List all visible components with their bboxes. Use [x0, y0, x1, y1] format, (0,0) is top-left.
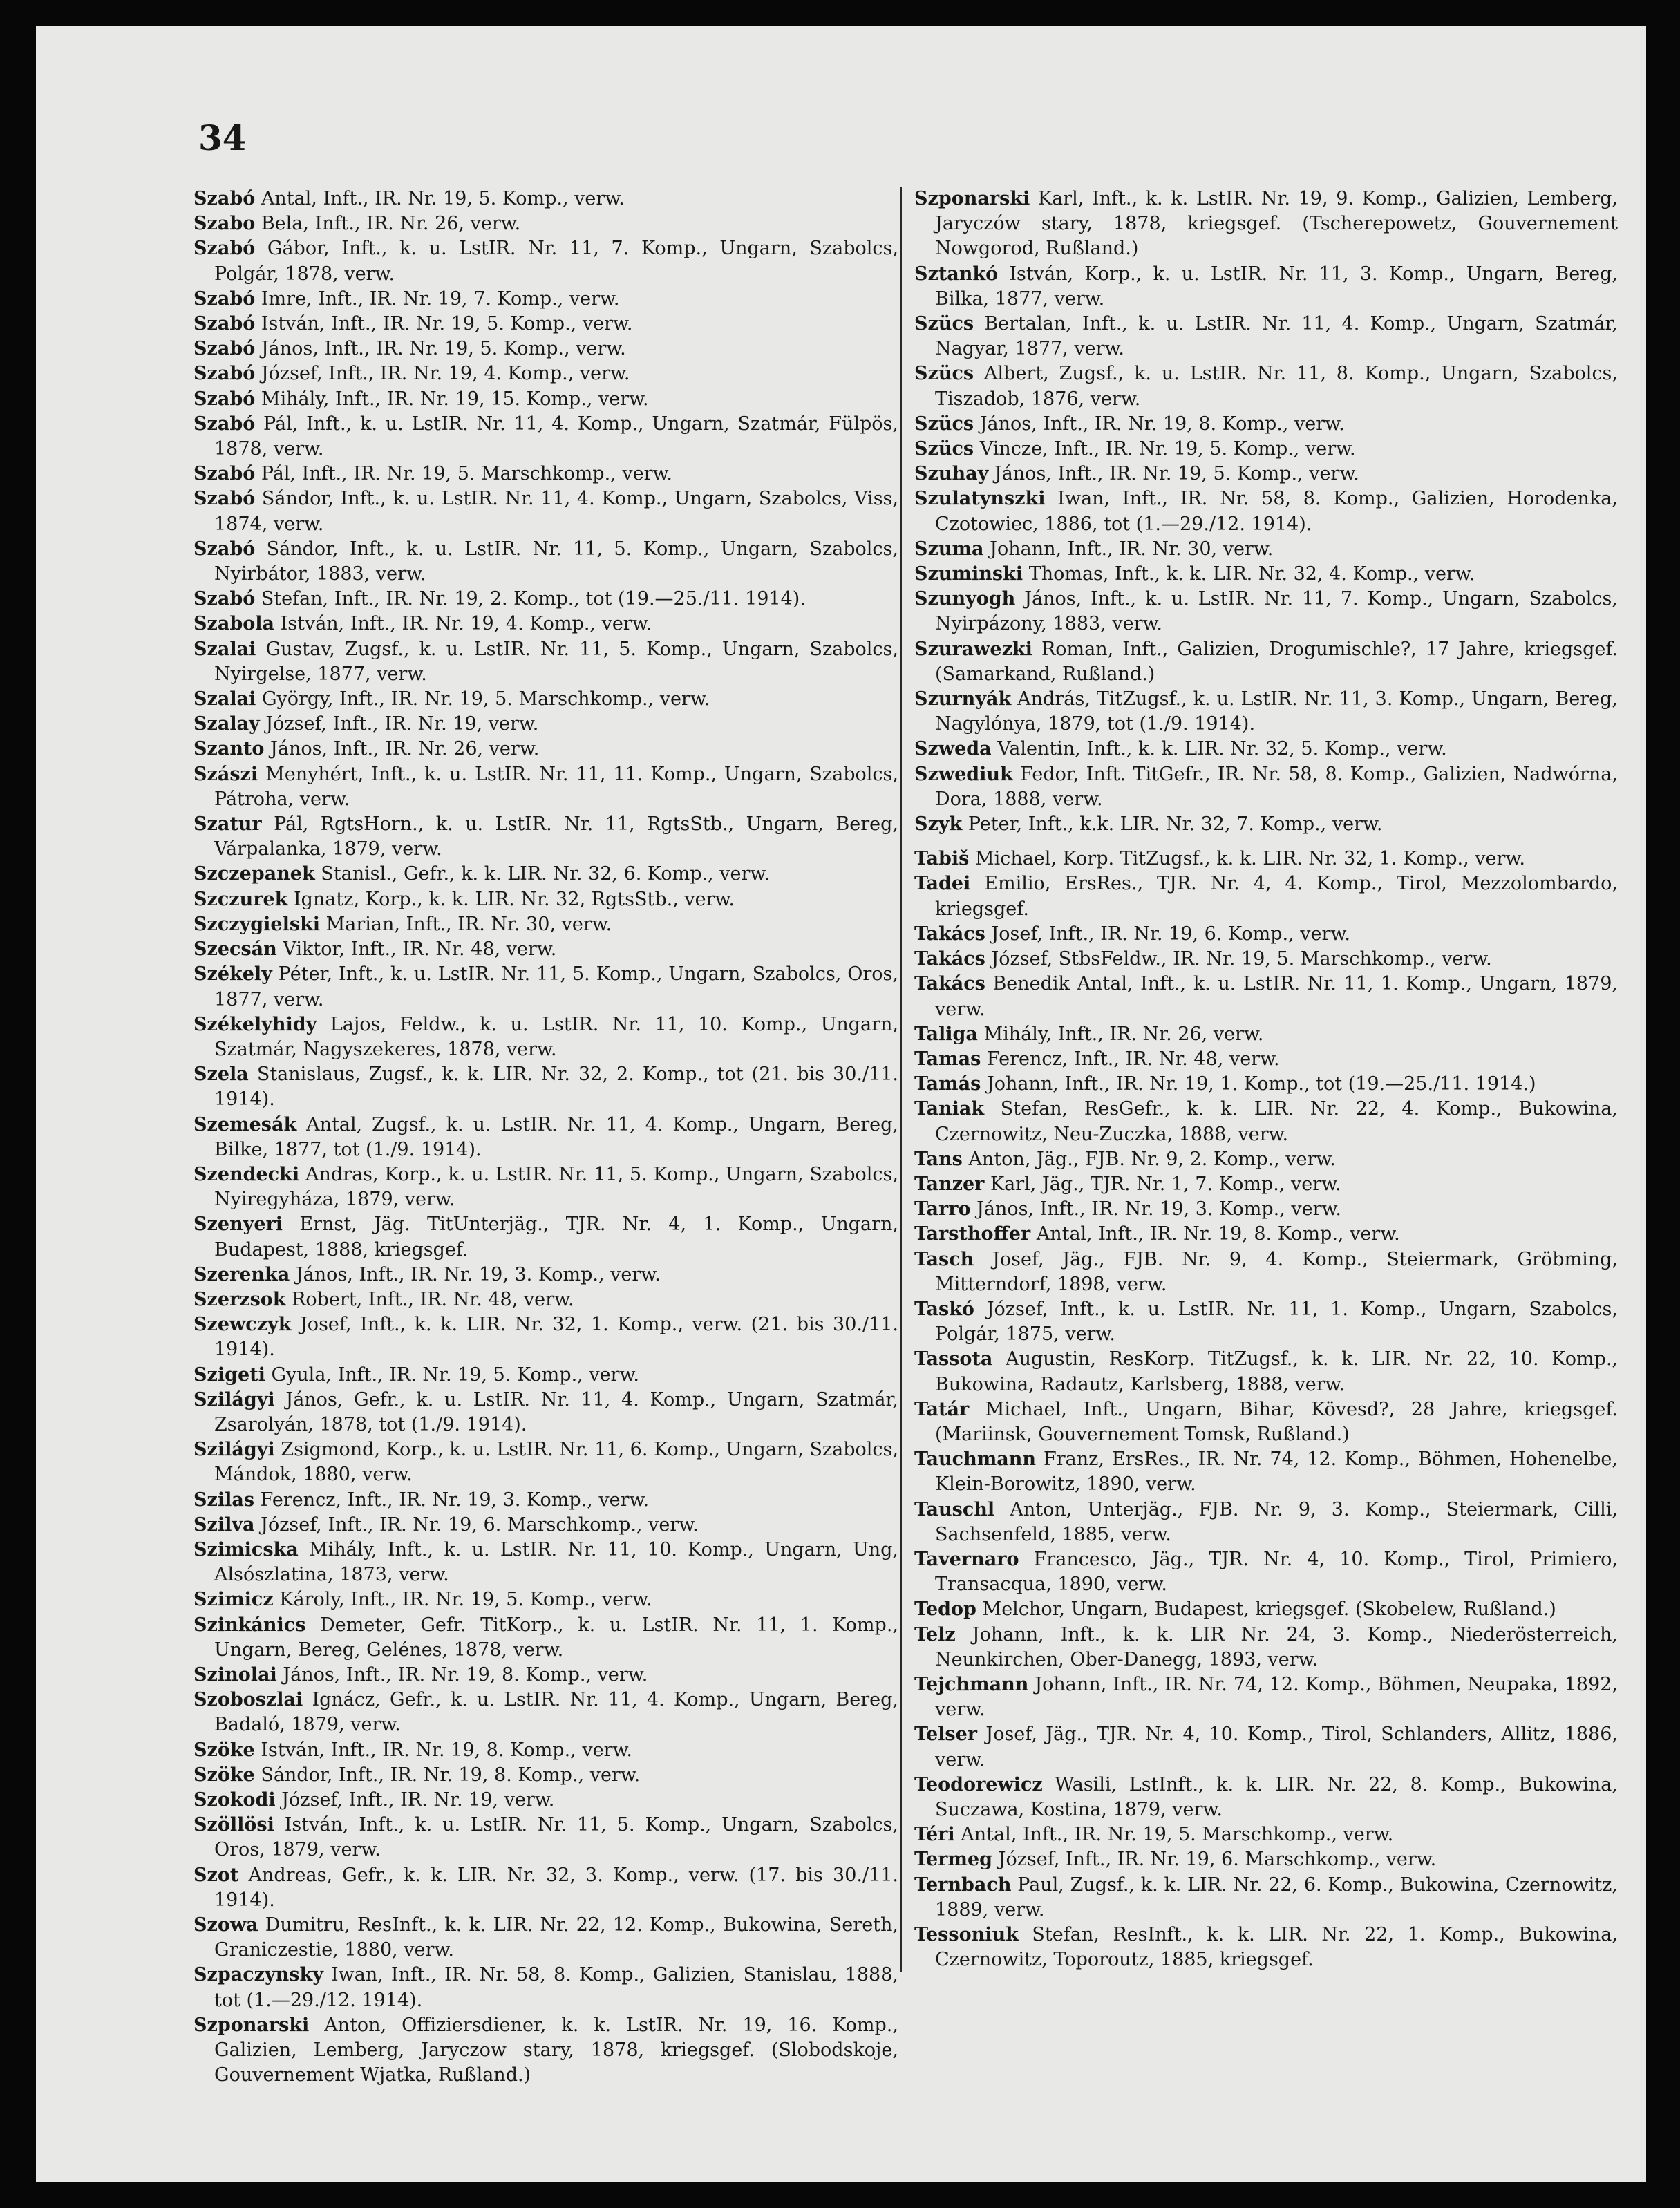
entry-details: Valentin, Inft., k. k. LIR. Nr. 32, 5. Komp., verw. — [997, 738, 1447, 760]
entry-surname: Szászi — [194, 763, 258, 785]
entry-surname: Tessoniuk — [914, 1924, 1019, 1946]
entry-details: Wasili, LstInft., k. k. LIR. Nr. 22, 8. Komp., Bukowina, Suczawa, Kostina, 1879, verw. — [935, 1773, 1618, 1820]
list-entry — [194, 1613, 898, 1663]
list-entry — [194, 462, 898, 487]
list-entry — [194, 637, 898, 687]
list-entry — [914, 1447, 1618, 1497]
entry-surname: Szurawezki — [914, 638, 1032, 660]
list-entry — [914, 587, 1618, 636]
list-entry — [914, 1773, 1618, 1822]
list-entry — [194, 1813, 898, 1862]
list-entry — [194, 187, 898, 211]
entry-details: Andreas, Gefr., k. k. LIR. Nr. 32, 3. Komp., verw. (17. bis 30./11. 1914). — [214, 1864, 898, 1911]
list-entry — [914, 462, 1618, 487]
entry-surname: Tavernaro — [914, 1548, 1019, 1570]
entry-surname: Szyk — [914, 813, 963, 836]
entry-surname: Székely — [194, 963, 272, 985]
entry-details: János, Inft., IR. Nr. 19, 8. Komp., verw. — [283, 1663, 648, 1686]
list-entry — [914, 1923, 1618, 1972]
list-entry — [914, 562, 1618, 587]
entry-details: Josef, Jäg., TJR. Nr. 4, 10. Komp., Tirol, Schlanders, Allitz, 1886, verw. — [935, 1724, 1618, 1771]
entry-details: Ferencz, Inft., IR. Nr. 48, verw. — [986, 1048, 1280, 1070]
entry-surname: Szot — [194, 1864, 239, 1886]
list-entry — [914, 187, 1618, 262]
entry-surname: Szigeti — [194, 1364, 265, 1386]
list-entry — [914, 1047, 1618, 1072]
list-entry — [194, 1363, 898, 1388]
list-entry — [914, 637, 1618, 687]
entry-details: Gustav, Zugsf., k. u. LstIR. Nr. 11, 5. Komp., Ungarn, Szabolcs, Nyirgelse, 1877, verw. — [214, 638, 898, 685]
entry-details: Anton, Offiziersdiener, k. k. LstIR. Nr. 19, 16. Komp., Galizien, Lemberg, Jaryczow stary, 1878, kriegsgef. (Slobodskoje, Gouvernement Wjatka, Rußland.) — [214, 2014, 898, 2086]
entry-details: Pál, Inft., IR. Nr. 19, 5. Marschkomp., verw. — [261, 463, 672, 485]
entry-details: Antal, Zugsf., k. u. LstIR. Nr. 11, 4. Komp., Ungarn, Bereg, Bilke, 1877, tot (1./9. 1914). — [214, 1113, 898, 1160]
entry-details: Anton, Unterjäg., FJB. Nr. 9, 3. Komp., Steiermark, Cilli, Sachsenfeld, 1885, verw. — [935, 1498, 1618, 1545]
right-column — [900, 187, 1618, 1972]
entry-surname: Szabó — [194, 488, 256, 510]
entry-surname: Szilágyi — [194, 1439, 275, 1461]
entry-details: Peter, Inft., k.k. LIR. Nr. 32, 7. Komp., verw. — [968, 813, 1383, 836]
list-entry — [194, 412, 898, 462]
list-entry — [194, 387, 898, 412]
list-entry — [194, 1312, 898, 1362]
list-entry — [194, 937, 898, 962]
entry-surname: Szewczyk — [194, 1314, 292, 1336]
entry-surname: Szücs — [914, 363, 974, 385]
entry-surname: Tadei — [914, 873, 971, 895]
entry-details: Antal, Inft., IR. Nr. 19, 5. Komp., verw. — [261, 188, 625, 209]
entry-details: János, Inft., IR. Nr. 26, verw. — [270, 738, 540, 760]
entry-details: Antal, Inft., IR. Nr. 19, 8. Komp., verw. — [1036, 1223, 1400, 1245]
list-entry — [194, 687, 898, 712]
entry-details: Iwan, Inft., IR. Nr. 58, 8. Komp., Galizien, Horodenka, Czotowiec, 1886, tot (1.—29./12. 1914). — [935, 488, 1618, 535]
list-entry — [194, 762, 898, 812]
list-entry — [194, 1963, 898, 2012]
list-entry — [194, 862, 898, 887]
list-entry — [194, 361, 898, 386]
entry-surname: Szabó — [194, 388, 256, 410]
entry-surname: Tassota — [914, 1348, 993, 1370]
entry-surname: Szücs — [914, 438, 974, 460]
list-entry — [914, 1222, 1618, 1247]
list-entry — [914, 1397, 1618, 1447]
entry-details: Johann, Inft., IR. Nr. 30, verw. — [990, 538, 1274, 560]
entry-surname: Szuminski — [914, 563, 1023, 585]
entry-surname: Szabó — [194, 313, 256, 335]
left-column — [194, 187, 898, 2088]
entry-details: István, Inft., IR. Nr. 19, 4. Komp., verw. — [280, 613, 652, 635]
entry-surname: Tasch — [914, 1248, 974, 1270]
entry-details: János, Inft., IR. Nr. 19, 3. Komp., verw. — [976, 1198, 1342, 1220]
list-entry — [194, 2013, 898, 2088]
entry-surname: Szuhay — [914, 463, 989, 485]
entry-details: András, TitZugsf., k. u. LstIR. Nr. 11, 3. Komp., Ungarn, Bereg, Nagylónya, 1879, tot (1./9. 1914). — [935, 688, 1618, 735]
list-entry — [914, 1072, 1618, 1097]
list-entry — [914, 437, 1618, 462]
entry-details: Viktor, Inft., IR. Nr. 48, verw. — [283, 938, 557, 961]
entry-surname: Szabó — [194, 188, 256, 209]
list-entry — [914, 1097, 1618, 1147]
list-entry — [194, 1913, 898, 1963]
list-entry — [914, 1247, 1618, 1297]
entry-surname: Teodorewicz — [914, 1773, 1043, 1795]
list-entry — [194, 1287, 898, 1312]
entry-surname: Tanzer — [914, 1173, 985, 1195]
list-entry — [194, 587, 898, 612]
page-number: 34 — [198, 117, 247, 158]
entry-surname: Szokodi — [194, 1789, 276, 1811]
entry-surname: Szendecki — [194, 1163, 300, 1185]
list-entry — [194, 712, 898, 737]
entry-details: Paul, Zugsf., k. k. LIR. Nr. 22, 6. Komp., Bukowina, Czernowitz, 1889, verw. — [935, 1874, 1618, 1921]
list-entry — [914, 1547, 1618, 1597]
entry-details: Lajos, Feldw., k. u. LstIR. Nr. 11, 10. Komp., Ungarn, Szatmár, Nagyszekeres, 1878, verw. — [214, 1013, 898, 1060]
entry-details: János, Inft., IR. Nr. 19, 5. Komp., verw. — [994, 463, 1359, 485]
entry-details: Mihály, Inft., k. u. LstIR. Nr. 11, 10. Komp., Ungarn, Ung, Alsószlatina, 1873, verw. — [214, 1538, 898, 1586]
entry-surname: Szulatynszki — [914, 488, 1046, 510]
entry-details: Emilio, ErsRes., TJR. Nr. 4, 4. Komp., Tirol, Mezzolombardo, kriegsgef. — [935, 873, 1618, 920]
entry-details: István, Inft., IR. Nr. 19, 8. Komp., verw. — [261, 1739, 632, 1761]
entry-surname: Szabola — [194, 613, 274, 635]
entry-details: József, Inft., IR. Nr. 19, 6. Marschkomp., verw. — [261, 1513, 699, 1536]
entry-details: Antal, Inft., IR. Nr. 19, 5. Marschkomp., verw. — [961, 1824, 1394, 1846]
entry-surname: Taskó — [914, 1298, 974, 1320]
list-entry — [194, 1012, 898, 1062]
entry-details: József, Inft., IR. Nr. 19, verw. — [265, 713, 539, 735]
entry-details: Sándor, Inft., k. u. LstIR. Nr. 11, 4. Komp., Ungarn, Szabolcs, Viss, 1874, verw. — [214, 488, 898, 535]
entry-details: Pál, RgtsHorn., k. u. LstIR. Nr. 11, RgtsStb., Ungarn, Bereg, Várpalanka, 1879, verw. — [214, 813, 898, 860]
entry-surname: Szabó — [194, 538, 256, 560]
entry-details: Karl, Jäg., TJR. Nr. 1, 7. Komp., verw. — [990, 1173, 1341, 1195]
list-entry — [194, 812, 898, 862]
entry-surname: Szecsán — [194, 938, 277, 961]
entry-details: Albert, Zugsf., k. u. LstIR. Nr. 11, 8. Komp., Ungarn, Szabolcs, Tiszadob, 1876, verw. — [935, 363, 1618, 410]
entry-surname: Szemesák — [194, 1113, 297, 1135]
entry-surname: Szücs — [914, 313, 974, 335]
list-entry — [194, 1162, 898, 1212]
entry-surname: Takács — [914, 948, 985, 970]
entry-surname: Tabiš — [914, 848, 970, 870]
list-entry — [914, 922, 1618, 947]
entry-surname: Tarro — [914, 1198, 971, 1220]
entry-details: Stefan, Inft., IR. Nr. 19, 2. Komp., tot (19.—25./11. 1914). — [261, 588, 806, 610]
list-entry — [194, 1663, 898, 1688]
list-entry — [194, 1738, 898, 1763]
list-entry — [914, 1297, 1618, 1347]
list-entry — [914, 1722, 1618, 1772]
list-entry — [194, 487, 898, 536]
entry-surname: Szabó — [194, 238, 256, 260]
entry-details: Ferencz, Inft., IR. Nr. 19, 3. Komp., verw. — [260, 1489, 650, 1511]
entry-surname: Szela — [194, 1064, 249, 1086]
entry-details: Sándor, Inft., k. u. LstIR. Nr. 11, 5. Komp., Ungarn, Szabolcs, Nyirbátor, 1883, verw. — [214, 538, 898, 585]
entry-surname: Tamás — [914, 1073, 981, 1095]
list-entry — [914, 1623, 1618, 1672]
entry-surname: Szponarski — [914, 188, 1030, 209]
entry-details: Stanislaus, Zugsf., k. k. LIR. Nr. 32, 2. Komp., tot (21. bis 30./11. 1914). — [214, 1064, 898, 1111]
list-entry — [914, 847, 1618, 871]
entry-surname: Szabó — [194, 338, 256, 360]
entry-details: József, Inft., k. u. LstIR. Nr. 11, 1. Komp., Ungarn, Szabolcs, Polgár, 1875, verw. — [935, 1298, 1618, 1346]
entry-details: Roman, Inft., Galizien, Drogumischle?, 17 Jahre, kriegsgef. (Samarkand, Rußland.) — [935, 638, 1618, 685]
entry-surname: Székelyhidy — [194, 1013, 317, 1035]
list-entry — [914, 1172, 1618, 1197]
entry-details: Bela, Inft., IR. Nr. 26, verw. — [261, 213, 521, 235]
entry-surname: Szenyeri — [194, 1214, 283, 1236]
entry-details: Michael, Inft., Ungarn, Bihar, Kövesd?, 28 Jahre, kriegsgef. (Mariinsk, Gouvernement Tomsk, Rußland.) — [935, 1398, 1618, 1445]
entry-details: Josef, Jäg., FJB. Nr. 9, 4. Komp., Steiermark, Gröbming, Mitterndorf, 1898, verw. — [935, 1248, 1618, 1295]
list-entry — [194, 1388, 898, 1437]
list-entry — [914, 1597, 1618, 1622]
entry-details: Imre, Inft., IR. Nr. 19, 7. Komp., verw. — [261, 287, 620, 310]
entry-surname: Tatár — [914, 1398, 970, 1420]
entry-surname: Szalai — [194, 688, 256, 710]
entry-surname: Szowa — [194, 1914, 258, 1936]
list-entry — [194, 337, 898, 361]
list-entry — [194, 211, 898, 236]
entry-surname: Tamas — [914, 1048, 981, 1070]
list-entry — [194, 1763, 898, 1788]
list-entry — [194, 1263, 898, 1287]
entry-details: István, Korp., k. u. LstIR. Nr. 11, 3. Komp., Ungarn, Bereg, Bilka, 1877, verw. — [935, 263, 1618, 310]
list-entry — [914, 487, 1618, 536]
entry-surname: Szimicz — [194, 1589, 274, 1611]
entry-details: Ernst, Jäg. TitUnterjäg., TJR. Nr. 4, 1. Komp., Ungarn, Budapest, 1888, kriegsgef. — [214, 1214, 898, 1261]
entry-surname: Szilas — [194, 1489, 255, 1511]
list-entry — [914, 1197, 1618, 1222]
entry-details: Stanisl., Gefr., k. k. LIR. Nr. 32, 6. Komp., verw. — [321, 863, 770, 885]
entry-details: Menyhért, Inft., k. u. LstIR. Nr. 11, 11. Komp., Ungarn, Szabolcs, Pátroha, verw. — [214, 763, 898, 810]
entry-surname: Téri — [914, 1824, 955, 1846]
entry-surname: Szpaczynsky — [194, 1964, 323, 1986]
list-entry — [914, 1347, 1618, 1397]
entry-surname: Szabó — [194, 463, 256, 485]
entry-surname: Szponarski — [194, 2014, 310, 2036]
list-entry — [914, 687, 1618, 737]
entry-details: Demeter, Gefr. TitKorp., k. u. LstIR. Nr. 11, 1. Komp., Ungarn, Bereg, Gelénes, 1878, verw. — [214, 1614, 898, 1661]
list-entry — [914, 737, 1618, 762]
entry-surname: Szilva — [194, 1513, 255, 1536]
entry-details: József, Inft., IR. Nr. 19, verw. — [281, 1789, 555, 1811]
list-entry — [914, 1672, 1618, 1722]
list-entry — [914, 361, 1618, 411]
entry-surname: Szilágyi — [194, 1388, 275, 1410]
entry-details: György, Inft., IR. Nr. 19, 5. Marschkomp., verw. — [261, 688, 710, 710]
entry-surname: Taniak — [914, 1098, 985, 1120]
list-entry — [194, 287, 898, 312]
list-entry — [194, 1113, 898, 1162]
entry-surname: Tans — [914, 1148, 963, 1170]
entry-details: Péter, Inft., k. u. LstIR. Nr. 11, 5. Komp., Ungarn, Szabolcs, Oros, 1877, verw. — [214, 963, 898, 1010]
list-entry — [914, 1498, 1618, 1547]
entry-surname: Szücs — [914, 413, 974, 435]
entry-details: Bertalan, Inft., k. u. LstIR. Nr. 11, 4. Komp., Ungarn, Szatmár, Nagyar, 1877, verw. — [935, 313, 1618, 360]
entry-surname: Szerzsok — [194, 1288, 286, 1310]
list-entry — [194, 912, 898, 937]
entry-details: Marian, Inft., IR. Nr. 30, verw. — [325, 913, 612, 935]
entry-surname: Ternbach — [914, 1874, 1012, 1896]
entry-details: Josef, Inft., IR. Nr. 19, 6. Komp., verw. — [991, 923, 1350, 945]
entry-surname: Szczepanek — [194, 863, 315, 885]
entry-details: Anton, Jäg., FJB. Nr. 9, 2. Komp., verw. — [968, 1148, 1336, 1170]
entry-surname: Szanto — [194, 738, 265, 760]
entry-surname: Szerenka — [194, 1263, 290, 1285]
entry-details: Károly, Inft., IR. Nr. 19, 5. Komp., verw. — [279, 1589, 652, 1611]
entry-details: Pál, Inft., k. u. LstIR. Nr. 11, 4. Komp., Ungarn, Szatmár, Fülpös, 1878, verw. — [214, 413, 898, 460]
entry-details: Sándor, Inft., IR. Nr. 19, 8. Komp., verw. — [261, 1764, 641, 1786]
entry-surname: Szweda — [914, 738, 992, 760]
entry-details: József, StbsFeldw., IR. Nr. 19, 5. Marschkomp., verw. — [991, 948, 1492, 970]
entry-details: Melchor, Ungarn, Budapest, kriegsgef. (Skobelew, Rußland.) — [982, 1598, 1556, 1621]
entry-details: Robert, Inft., IR. Nr. 48, verw. — [292, 1288, 574, 1310]
entry-surname: Szurnyák — [914, 688, 1012, 710]
entry-details: Dumitru, ResInft., k. k. LIR. Nr. 22, 12. Komp., Bukowina, Sereth, Graniczestie, 1880, verw. — [214, 1914, 898, 1961]
entry-details: Thomas, Inft., k. k. LIR. Nr. 32, 4. Komp., verw. — [1028, 563, 1475, 585]
entry-details: János, Inft., k. u. LstIR. Nr. 11, 7. Komp., Ungarn, Szabolcs, Nyirpázony, 1883, verw. — [935, 588, 1618, 635]
entry-details: János, Inft., IR. Nr. 19, 3. Komp., verw. — [295, 1263, 661, 1285]
entry-details: Josef, Inft., k. k. LIR. Nr. 32, 1. Komp., verw. (21. bis 30./11. 1914). — [214, 1314, 898, 1361]
entry-surname: Szoboszlai — [194, 1689, 303, 1711]
list-entry — [914, 262, 1618, 312]
list-entry — [914, 412, 1618, 437]
entry-surname: Szabó — [194, 287, 256, 310]
entry-surname: Tedop — [914, 1598, 976, 1621]
list-entry — [914, 312, 1618, 361]
entry-details: Iwan, Inft., IR. Nr. 58, 8. Komp., Galizien, Stanislau, 1888, tot (1.—29./12. 1914). — [214, 1964, 898, 2011]
list-entry — [914, 537, 1618, 562]
entry-details: István, Inft., k. u. LstIR. Nr. 11, 5. Komp., Ungarn, Szabolcs, Oros, 1879, verw. — [214, 1814, 898, 1861]
entry-details: Stefan, ResInft., k. k. LIR. Nr. 22, 1. Komp., Bukowina, Czernowitz, Toporoutz, 1885, kriegsgef. — [935, 1924, 1618, 1971]
list-entry — [914, 972, 1618, 1021]
list-entry — [194, 1062, 898, 1112]
list-entry — [194, 1488, 898, 1513]
list-entry — [194, 962, 898, 1012]
entry-surname: Szöke — [194, 1764, 255, 1786]
list-entry — [194, 1513, 898, 1538]
entry-surname: Szimicska — [194, 1538, 299, 1560]
entry-details: Francesco, Jäg., TJR. Nr. 4, 10. Komp., Tirol, Primiero, Transacqua, 1890, verw. — [935, 1548, 1618, 1596]
entry-surname: Szalay — [194, 713, 260, 735]
list-entry — [194, 236, 898, 286]
entry-details: József, Inft., IR. Nr. 19, 4. Komp., verw. — [261, 363, 630, 385]
entry-details: Michael, Korp. TitZugsf., k. k. LIR. Nr. 32, 1. Komp., verw. — [974, 848, 1525, 870]
entry-surname: Taliga — [914, 1023, 978, 1045]
entry-details: Stefan, ResGefr., k. k. LIR. Nr. 22, 4. Komp., Bukowina, Czernowitz, Neu-Zuczka, 1888, verw. — [935, 1098, 1618, 1145]
entry-surname: Szunyogh — [914, 588, 1016, 610]
entry-surname: Tarsthoffer — [914, 1223, 1031, 1245]
entry-details: Andras, Korp., k. u. LstIR. Nr. 11, 5. Komp., Ungarn, Szabolcs, Nyiregyháza, 1879, verw. — [214, 1163, 898, 1211]
entry-surname: Szabo — [194, 213, 256, 235]
entry-surname: Szalai — [194, 638, 256, 660]
entry-details: Gyula, Inft., IR. Nr. 19, 5. Komp., verw. — [271, 1364, 639, 1386]
list-entry — [194, 537, 898, 587]
entry-details: Vincze, Inft., IR. Nr. 19, 5. Komp., verw. — [979, 438, 1356, 460]
entry-details: Fedor, Inft. TitGefr., IR. Nr. 58, 8. Komp., Galizien, Nadwórna, Dora, 1888, verw. — [935, 763, 1618, 810]
entry-details: Mihály, Inft., IR. Nr. 26, verw. — [983, 1023, 1264, 1045]
entry-surname: Szwediuk — [914, 763, 1013, 785]
entry-details: János, Gefr., k. u. LstIR. Nr. 11, 4. Komp., Ungarn, Szatmár, Zsarolyán, 1878, tot (1./9. 1914). — [214, 1388, 898, 1435]
list-entry — [194, 1538, 898, 1587]
entry-surname: Tauchmann — [914, 1449, 1037, 1471]
list-entry — [194, 1437, 898, 1487]
list-entry — [914, 1022, 1618, 1047]
entry-surname: Szabó — [194, 413, 256, 435]
entry-surname: Sztankó — [914, 263, 999, 285]
entry-details: Franz, ErsRes., IR. Nr. 74, 12. Komp., Böhmen, Hohenelbe, Klein-Borowitz, 1890, verw. — [935, 1449, 1618, 1495]
entry-details: Johann, Inft., k. k. LIR Nr. 24, 3. Komp., Niederösterreich, Neunkirchen, Ober-Danegg, 1893, verw. — [935, 1623, 1618, 1670]
entry-details: Karl, Inft., k. k. LstIR. Nr. 19, 9. Komp., Galizien, Lemberg, Jaryczów stary, 1878, kriegsgef. (Tscherepowetz, Gouvernement Nowgorod, Rußland.) — [935, 188, 1618, 260]
list-entry — [914, 1822, 1618, 1847]
entry-surname: Szabó — [194, 588, 256, 610]
entry-surname: Tejchmann — [914, 1673, 1029, 1695]
entry-surname: Szatur — [194, 813, 262, 836]
entry-details: István, Inft., IR. Nr. 19, 5. Komp., verw. — [261, 313, 633, 335]
entry-surname: Szöllösi — [194, 1814, 274, 1836]
entry-details: Benedik Antal, Inft., k. u. LstIR. Nr. 11, 1. Komp., Ungarn, 1879, verw. — [935, 973, 1618, 1020]
document-page — [36, 26, 1646, 2182]
entry-surname: Szuma — [914, 538, 984, 560]
list-entry — [194, 1863, 898, 1913]
entry-details: József, Inft., IR. Nr. 19, 6. Marschkomp., verw. — [998, 1849, 1437, 1871]
list-entry — [914, 947, 1618, 972]
entry-details: Ignácz, Gefr., k. u. LstIR. Nr. 11, 4. Komp., Ungarn, Bereg, Badaló, 1879, verw. — [214, 1689, 898, 1736]
list-entry — [194, 1688, 898, 1737]
entry-surname: Takács — [914, 923, 985, 945]
entry-surname: Telz — [914, 1623, 956, 1645]
list-entry — [914, 762, 1618, 812]
entry-details: Augustin, ResKorp. TitZugsf., k. k. LIR. Nr. 22, 10. Komp., Bukowina, Radautz, Karlsberg, 1888, verw. — [935, 1348, 1618, 1395]
entry-details: Mihály, Inft., IR. Nr. 19, 15. Komp., verw. — [261, 388, 649, 410]
entry-surname: Szabó — [194, 363, 256, 385]
entry-surname: Szinkánics — [194, 1614, 306, 1636]
entry-details: Johann, Inft., IR. Nr. 19, 1. Komp., tot (19.—25./11. 1914.) — [986, 1073, 1536, 1095]
entry-details: János, Inft., IR. Nr. 19, 5. Komp., verw. — [261, 338, 626, 360]
entry-surname: Termeg — [914, 1849, 993, 1871]
list-entry — [194, 737, 898, 762]
list-entry — [194, 1212, 898, 1262]
entry-surname: Telser — [914, 1724, 978, 1746]
entry-surname: Szczygielski — [194, 913, 321, 935]
list-entry — [194, 1587, 898, 1612]
list-entry — [194, 612, 898, 636]
entry-details: Johann, Inft., IR. Nr. 74, 12. Komp., Böhmen, Neupaka, 1892, verw. — [935, 1673, 1618, 1721]
entry-details: Gábor, Inft., k. u. LstIR. Nr. 11, 7. Komp., Ungarn, Szabolcs, Polgár, 1878, verw. — [214, 238, 898, 285]
list-entry — [194, 1788, 898, 1813]
entry-surname: Szinolai — [194, 1663, 277, 1686]
list-entry — [914, 1847, 1618, 1872]
entry-details: Zsigmond, Korp., k. u. LstIR. Nr. 11, 6. Komp., Ungarn, Szabolcs, Mándok, 1880, verw. — [214, 1439, 898, 1486]
list-entry — [914, 871, 1618, 921]
list-entry — [194, 312, 898, 337]
entry-surname: Szczurek — [194, 888, 288, 910]
entry-details: János, Inft., IR. Nr. 19, 8. Komp., verw. — [979, 413, 1345, 435]
list-entry — [914, 812, 1618, 837]
entry-surname: Tauschl — [914, 1498, 995, 1520]
entry-details: Ignatz, Korp., k. k. LIR. Nr. 32, RgtsStb., verw. — [293, 888, 735, 910]
list-entry — [914, 1873, 1618, 1923]
entry-surname: Szöke — [194, 1739, 255, 1761]
list-entry — [914, 1147, 1618, 1172]
list-entry — [194, 887, 898, 912]
entry-surname: Takács — [914, 973, 985, 995]
